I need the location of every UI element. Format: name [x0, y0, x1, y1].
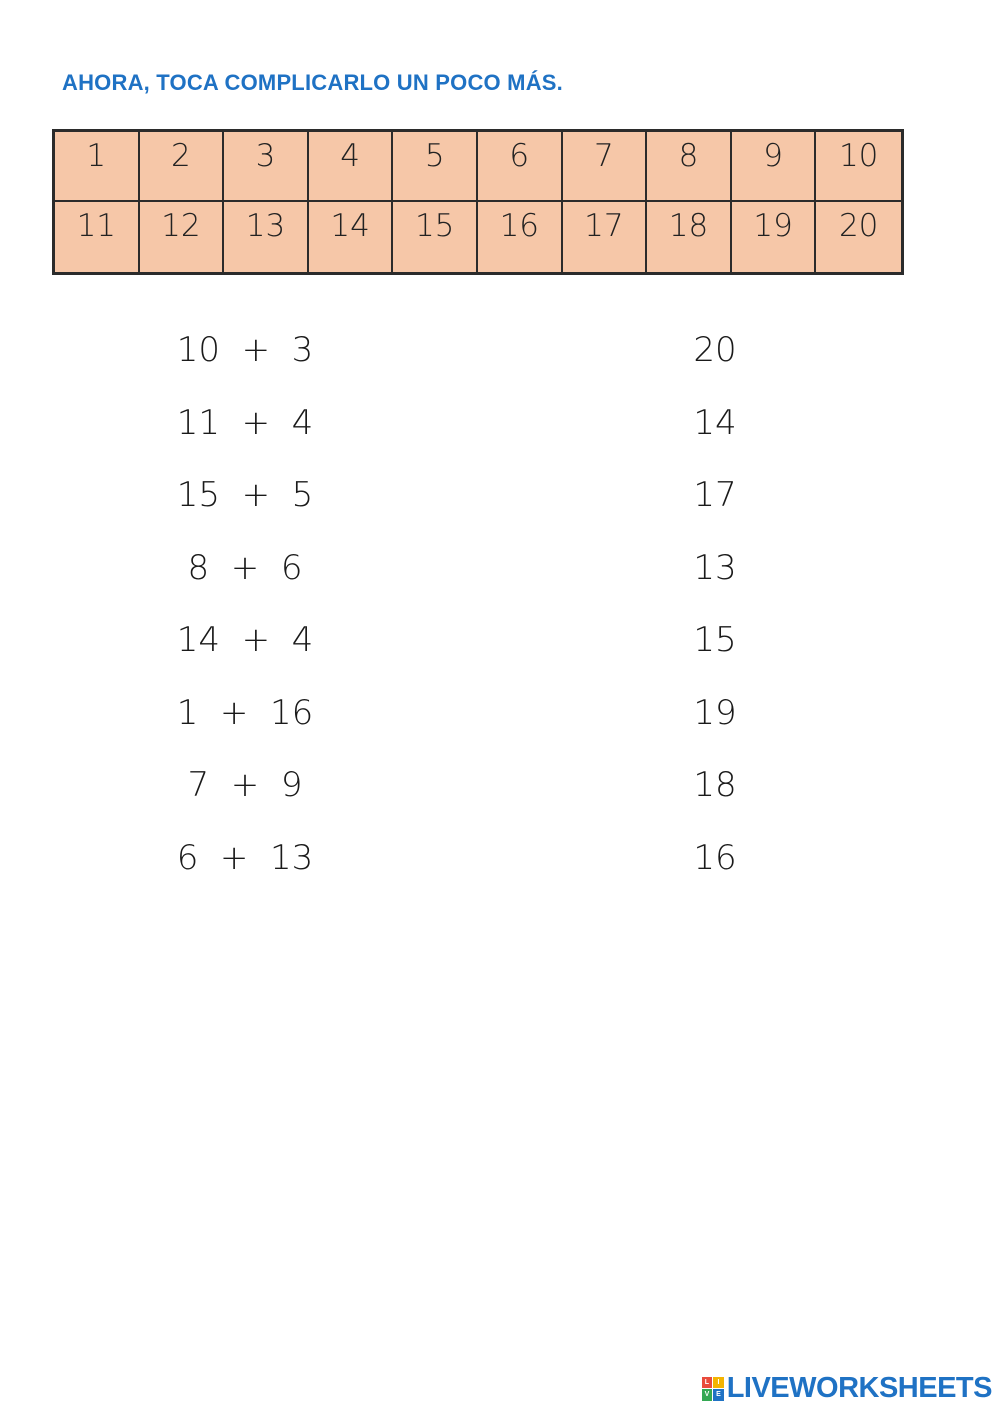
- grid-cell: 19: [732, 202, 817, 272]
- logo-badge-icon: [702, 1377, 724, 1401]
- grid-cell: 15: [393, 202, 478, 272]
- logo-badge-letter: L: [702, 1377, 713, 1389]
- answer-option[interactable]: 17: [693, 475, 737, 515]
- logo-text: LIVEWORKSHEETS: [726, 1372, 992, 1404]
- addition-exercise[interactable]: 15 + 5: [176, 475, 314, 515]
- grid-cell: 14: [309, 202, 394, 272]
- grid-cell: 16: [478, 202, 563, 272]
- grid-cell: 12: [140, 202, 225, 272]
- grid-cell: 18: [647, 202, 732, 272]
- grid-cell: 6: [478, 132, 563, 202]
- answer-option[interactable]: 14: [693, 402, 737, 443]
- grid-cell: 13: [224, 202, 309, 272]
- addition-exercise[interactable]: 7 + 9: [187, 765, 303, 805]
- grid-cell: 9: [732, 132, 817, 202]
- grid-cell: 7: [563, 132, 648, 202]
- number-grid: [52, 129, 904, 275]
- answer-option[interactable]: 13: [693, 547, 737, 588]
- grid-cell: 17: [563, 202, 648, 272]
- logo-badge-letter: I: [713, 1377, 724, 1389]
- answer-list: [660, 330, 770, 910]
- logo-badge-letter: V: [702, 1389, 713, 1401]
- grid-cell: 11: [55, 202, 140, 272]
- addition-exercise[interactable]: 11 + 4: [176, 402, 314, 443]
- grid-cell: 5: [393, 132, 478, 202]
- grid-cell: 4: [309, 132, 394, 202]
- liveworksheets-logo: [702, 1372, 992, 1405]
- answer-option[interactable]: 15: [693, 620, 737, 660]
- grid-cell: 8: [647, 132, 732, 202]
- logo-badge-letter: E: [713, 1389, 724, 1401]
- grid-cell: 10: [816, 132, 901, 202]
- addition-exercise[interactable]: 10 + 3: [176, 330, 314, 370]
- addition-exercise[interactable]: 14 + 4: [176, 620, 314, 660]
- addition-exercise[interactable]: 6 + 13: [176, 837, 314, 878]
- grid-cell: 20: [838, 208, 879, 244]
- addition-exercise[interactable]: 8 + 6: [187, 547, 303, 588]
- answer-option[interactable]: 19: [693, 692, 737, 733]
- answer-option[interactable]: 18: [693, 765, 737, 805]
- grid-cell: 2: [140, 132, 225, 202]
- addition-exercise-list: [170, 330, 320, 910]
- answer-option[interactable]: 20: [693, 330, 737, 370]
- worksheet-title: AHORA, TOCA COMPLICARLO UN POCO MÁS.: [62, 70, 563, 95]
- addition-exercise[interactable]: 1 + 16: [176, 692, 314, 733]
- answer-option[interactable]: 16: [693, 837, 737, 878]
- grid-cell: 3: [224, 132, 309, 202]
- grid-cell: 1: [55, 132, 140, 202]
